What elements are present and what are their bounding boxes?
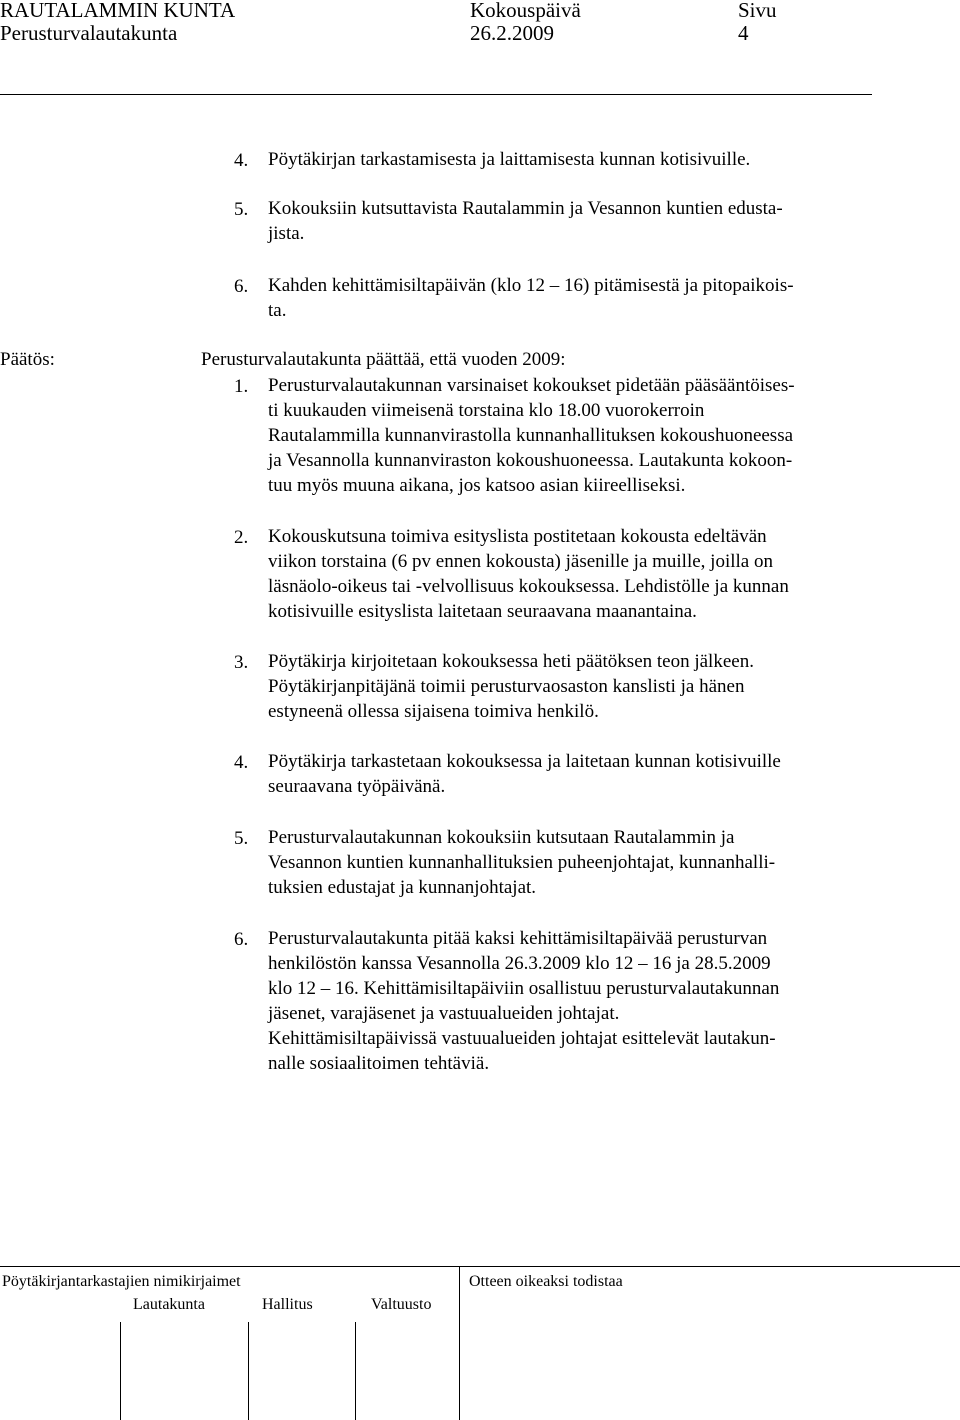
footer-divider — [248, 1322, 249, 1420]
item-text-line: jäsenet, varajäsenet ja vastuualueiden johtajat. — [268, 1003, 620, 1024]
item-text-line: läsnäolo-oikeus tai -velvollisuus kokouksessa. Lehdistölle ja kunnan — [268, 576, 789, 597]
footer-divider — [355, 1322, 356, 1420]
item-text-line: tuu myös muuna aikana, jos katsoo asian kiireelliseksi. — [268, 475, 686, 496]
item-text-line: Perusturvalautakunnan kokouksiin kutsutaan Rautalammin ja — [268, 827, 735, 848]
item-text-line: kotisivuille esityslista laitetaan seuraavana maanantaina. — [268, 601, 697, 622]
item-number: 4. — [234, 752, 249, 773]
footer-divider — [459, 1266, 460, 1420]
footer-rule — [0, 1266, 960, 1267]
item-text-line: ja Vesannolla kunnanviraston kokoushuoneessa. Lautakunta kokoon- — [268, 450, 793, 471]
date-label: Kokouspäivä — [470, 0, 581, 22]
item-text-line: henkilöstön kanssa Vesannolla 26.3.2009 klo 12 – 16 ja 28.5.2009 — [268, 953, 771, 974]
item-text-line: Kahden kehittämisiltapäivän (klo 12 – 16) pitämisestä ja pitopaikois- — [268, 275, 794, 296]
initials-column-government: Hallitus — [262, 1296, 313, 1313]
item-text-line: Pöytäkirja tarkastetaan kokouksessa ja laitetaan kunnan kotisivuille — [268, 751, 781, 772]
item-number: 6. — [234, 276, 249, 297]
item-text-line: Kehittämisiltapäivissä vastuualueiden johtajat esittelevät lautakun- — [268, 1028, 776, 1049]
item-text-line: Rautalammilla kunnanvirastolla kunnanhallituksen kokoushuoneessa — [268, 425, 794, 446]
item-text-line: Kokouksiin kutsuttavista Rautalammin ja Vesannon kuntien edusta- — [268, 198, 783, 219]
item-number: 4. — [234, 150, 249, 171]
page-number: 4 — [738, 21, 749, 45]
item-number: 6. — [234, 929, 249, 950]
initials-label: Pöytäkirjantarkastajien nimikirjaimet — [2, 1273, 241, 1290]
item-text-line: Kokouskutsuna toimiva esityslista postitetaan kokousta edeltävän — [268, 526, 767, 547]
item-text-line: klo 12 – 16. Kehittämisiltapäiviin osallistuu perusturvalautakunnan — [268, 978, 780, 999]
org-name: RAUTALAMMIN KUNTA — [0, 0, 236, 22]
certified-label: Otteen oikeaksi todistaa — [469, 1273, 623, 1290]
item-text-line: Pöytäkirja kirjoitetaan kokouksessa heti päätöksen teon jälkeen. — [268, 651, 754, 672]
item-number: 3. — [234, 652, 249, 673]
footer-divider — [120, 1322, 121, 1420]
board-name: Perusturvalautakunta — [0, 21, 178, 45]
item-text-line: seuraavana työpäivänä. — [268, 776, 446, 797]
item-text-line: Pöytäkirjan tarkastamisesta ja laittamisesta kunnan kotisivuille. — [268, 149, 751, 170]
item-text-line: ta. — [268, 300, 287, 321]
item-text-line: jista. — [268, 223, 305, 244]
meeting-date: 26.2.2009 — [470, 21, 554, 45]
item-text-line: Pöytäkirjanpitäjänä toimii perusturvaosaston kanslisti ja hänen — [268, 676, 745, 697]
decision-intro: Perusturvalautakunta päättää, että vuoden 2009: — [201, 349, 566, 370]
item-number: 5. — [234, 199, 249, 220]
page-label: Sivu — [738, 0, 777, 22]
item-text-line: ti kuukauden viimeisenä torstaina klo 18.00 vuorokerroin — [268, 400, 705, 421]
item-text-line: Perusturvalautakunta pitää kaksi kehittämisiltapäivää perusturvan — [268, 928, 768, 949]
initials-column-council: Valtuusto — [371, 1296, 432, 1313]
decision-label: Päätös: — [0, 349, 55, 370]
initials-column-board: Lautakunta — [133, 1296, 205, 1313]
item-text-line: Perusturvalautakunnan varsinaiset kokoukset pidetään pääsääntöises- — [268, 375, 795, 396]
item-text-line: tuksien edustajat ja kunnanjohtajat. — [268, 877, 537, 898]
item-text-line: viikon torstaina (6 pv ennen kokousta) jäsenille ja muille, joilla on — [268, 551, 773, 572]
item-number: 2. — [234, 527, 249, 548]
item-text-line: Vesannon kuntien kunnanhallituksien puheenjohtajat, kunnanhalli- — [268, 852, 776, 873]
header-rule — [0, 94, 872, 95]
item-text-line: estyneenä ollessa sijaisena toimiva henkilö. — [268, 701, 599, 722]
item-number: 5. — [234, 828, 249, 849]
item-text-line: nalle sosiaalitoimen tehtäviä. — [268, 1053, 490, 1074]
item-number: 1. — [234, 376, 249, 397]
